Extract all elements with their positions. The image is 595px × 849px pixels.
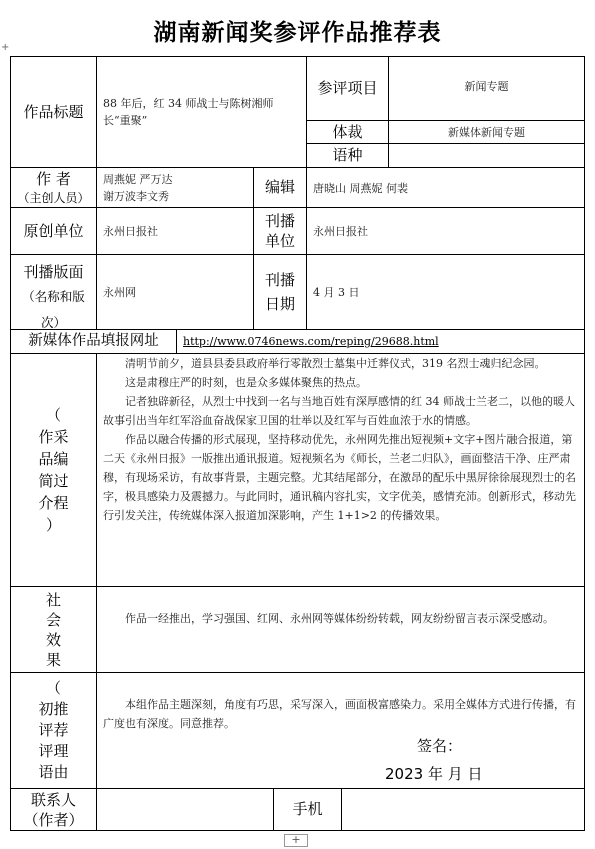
add-row-icon[interactable]: + — [284, 834, 308, 847]
label-phone: 手机 — [273, 788, 342, 831]
label-publish-unit: 刊播 单位 — [253, 207, 307, 255]
label-genre: 体裁 — [306, 120, 389, 144]
work-url-link[interactable]: http://www.0746news.com/reping/29688.html — [183, 335, 439, 348]
editors-value[interactable]: 唐晓山 周燕妮 何裴 — [306, 167, 585, 208]
work-title-value[interactable]: 88 年后，红 34 师战士与陈树湘师长“重聚” — [96, 56, 307, 168]
label-editor: 编辑 — [253, 167, 307, 208]
label-url: 新媒体作品填报网址 — [10, 329, 177, 354]
process-paragraph: 清明节前夕，道县县委县政府举行零散烈士墓集中迁葬仪式，319 名烈士魂归纪念园。 — [125, 357, 546, 370]
category-value[interactable]: 新闻专题 — [388, 56, 585, 121]
label-category: 参评项目 — [306, 56, 389, 121]
label-social-effect: 社 会 效 果 — [10, 586, 97, 673]
process-paragraph: 记者独辟新径，从烈士中找到一名与当地百姓有深厚感情的红 34 师战士兰老二，以他的暖人故事引出当年红军浴血奋战保家卫国的壮举以及红军与百姓血浓于水的情感。 — [103, 395, 575, 427]
label-process: （ 作采 品编 简过 介程 ） — [10, 353, 97, 587]
publish-page-value[interactable]: 永州网 — [96, 254, 254, 330]
genre-value[interactable]: 新媒体新闻专题 — [388, 120, 585, 144]
signature-label: 签名： — [417, 737, 463, 755]
language-value[interactable] — [388, 143, 585, 168]
process-text-cell[interactable] — [96, 353, 585, 587]
label-recommendation: （ 初推 评荐 评理 语由 — [10, 672, 97, 789]
label-work-title: 作品标题 — [10, 56, 97, 168]
social-effect-cell[interactable] — [96, 586, 585, 673]
label-origin-unit: 原创单位 — [10, 207, 97, 255]
url-value[interactable] — [176, 329, 585, 354]
contact-phone-field[interactable] — [341, 788, 585, 831]
page-title: 湖南新闻奖参评作品推荐表 — [153, 20, 442, 46]
publish-date-value[interactable]: 4 月 3 日 — [306, 254, 585, 330]
recommendation-cell[interactable] — [96, 672, 585, 789]
publish-unit-value[interactable]: 永州日报社 — [306, 207, 585, 255]
table-move-handle-icon[interactable]: + — [1, 42, 10, 53]
label-publish-page: 刊播版面 （名称和版次） — [10, 254, 97, 330]
signature-date: 2023 年 月 日 — [385, 765, 483, 783]
recommendation-text: 本组作品主题深刻，角度有巧思，采写深入，画面极富感染力。采用全媒体方式进行传播，有广度也有深度。同意推荐。 — [103, 698, 576, 730]
label-author: 作 者 （主创人员） — [10, 167, 97, 208]
social-effect-text: 作品一经推出，学习强国、红网、永州网等媒体纷纷转载，网友纷纷留言表示深受感动。 — [125, 612, 554, 625]
label-language: 语种 — [306, 143, 389, 168]
origin-unit-value[interactable]: 永州日报社 — [96, 207, 254, 255]
authors-value[interactable]: 周燕妮 严万达 谢万波李文秀 — [96, 167, 254, 208]
label-contact: 联系人 （作者） — [10, 788, 97, 831]
contact-name-field[interactable] — [96, 788, 274, 831]
process-paragraph: 作品以融合传播的形式展现，坚持移动优先，永州网先推出短视频+文字+图片融合报道，第二天《永州日报》一版推出通讯报道。短视频名为《师长，兰老二归队》，画面整洁干净、庄严肃穆，有现场采访，有故事背景，主题完整。尤其结尾部分，在激昂的配乐中黑屏徐徐展现烈士的名字，极具感染力及震撼力。与此同时，通讯稿内容扎实，文字优美，感情充沛。创新形式，移动先行引发关注，传统媒体深入报道加深影响，产生 1+1>2 的传播效果。 — [103, 433, 576, 522]
label-publish-date: 刊播 日期 — [253, 254, 307, 330]
process-paragraph: 这是肃穆庄严的时刻，也是众多媒体聚焦的热点。 — [125, 376, 367, 389]
